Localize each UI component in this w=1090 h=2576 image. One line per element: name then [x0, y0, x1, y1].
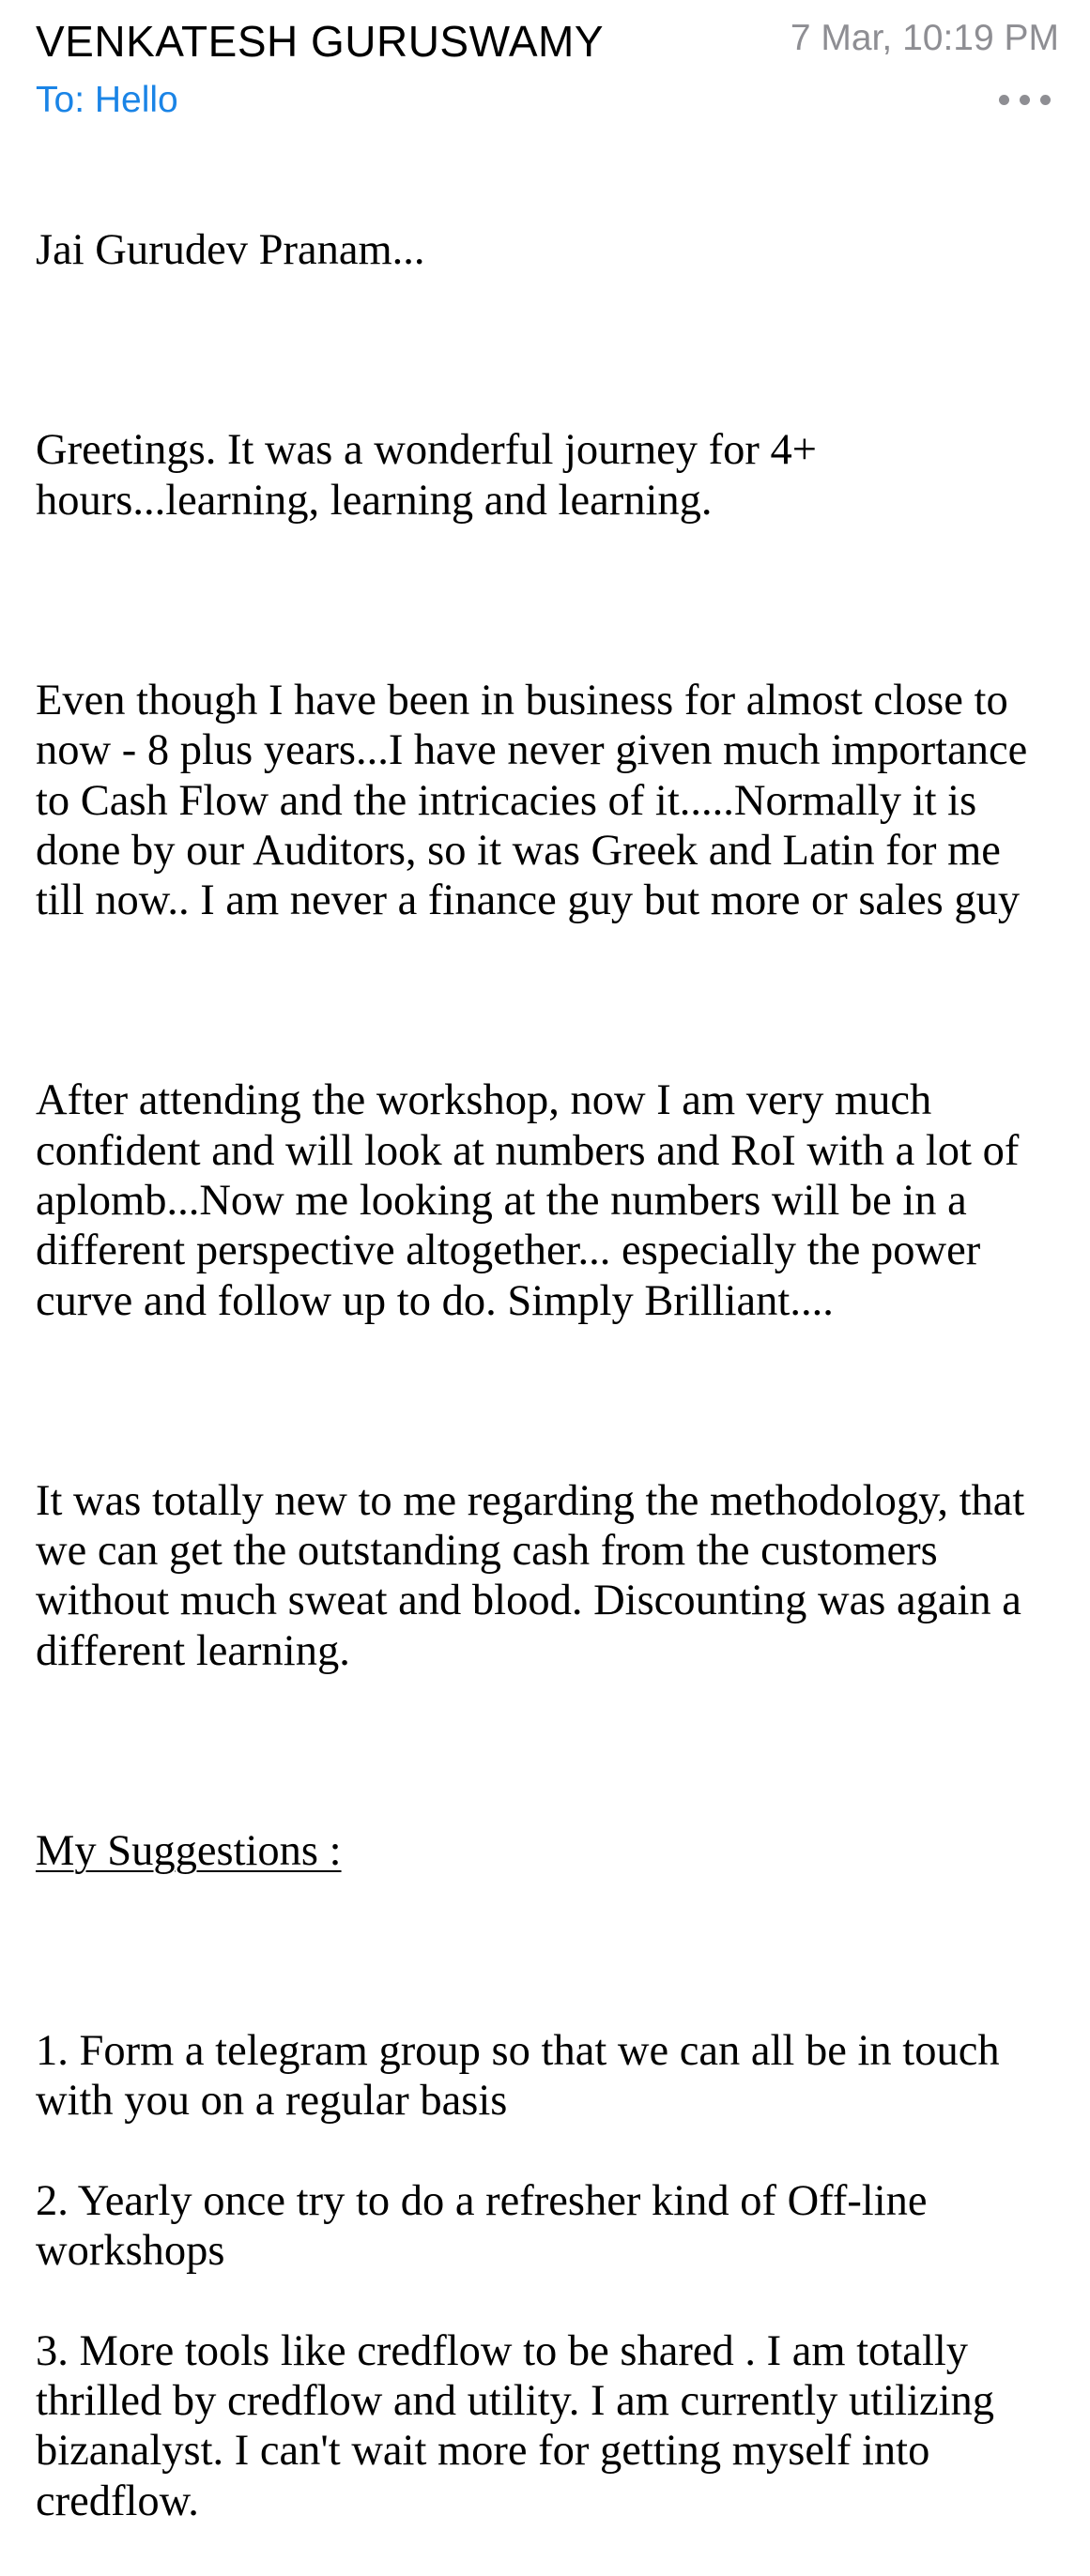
message-date: 7 Mar, 10:19 PM: [790, 18, 1059, 58]
paragraph: Greetings. It was a wonderful journey for 4+ hours...learning, learning and learning.: [36, 426, 817, 525]
ellipsis-dot: [999, 95, 1009, 105]
paragraph: It was totally new to me regarding the methodology, that we can get the outstanding cash from the customers without much sweat and blood. Discounting was again a different learning.: [36, 1476, 1025, 1675]
ellipsis-dot: [1020, 95, 1030, 105]
recipient-line[interactable]: To: Hello: [36, 80, 178, 120]
sender-name[interactable]: VENKATESH GURUSWAMY: [36, 17, 605, 66]
ellipsis-icon[interactable]: [999, 95, 1051, 105]
suggestions-heading: My Suggestions :: [36, 1826, 342, 1875]
paragraph: Even though I have been in business for almost close to now - 8 plus years...I have never given much importance to Cash Flow and the intricacies of it.....Normally it is done by our Auditors, so it was Greek and Latin for me till now.. I am never a finance guy but more or sales guy: [36, 676, 1028, 925]
paragraph: After attending the workshop, now I am very much confident and will look at numbers and RoI with a lot of aplomb...Now me looking at the numbers will be in a different perspective altogether... especially the power curve and follow up to do. Simply Brilliant....: [36, 1076, 1020, 1325]
greeting: Jai Gurudev Pranam...: [36, 226, 425, 275]
suggestion-item: 1. Form a telegram group so that we can all be in touch with you on a regular basis: [36, 2026, 1000, 2126]
message-body: [36, 175, 1068, 2576]
suggestion-item: 2. Yearly once try to do a refresher kind of Off-line workshops: [36, 2176, 928, 2276]
ellipsis-dot: [1040, 95, 1051, 105]
suggestion-item: 3. More tools like credflow to be shared . I am totally thrilled by credflow and utility. I am currently utilizing bizanalyst. I can't wait more for getting myself into credflow.: [36, 2326, 995, 2525]
